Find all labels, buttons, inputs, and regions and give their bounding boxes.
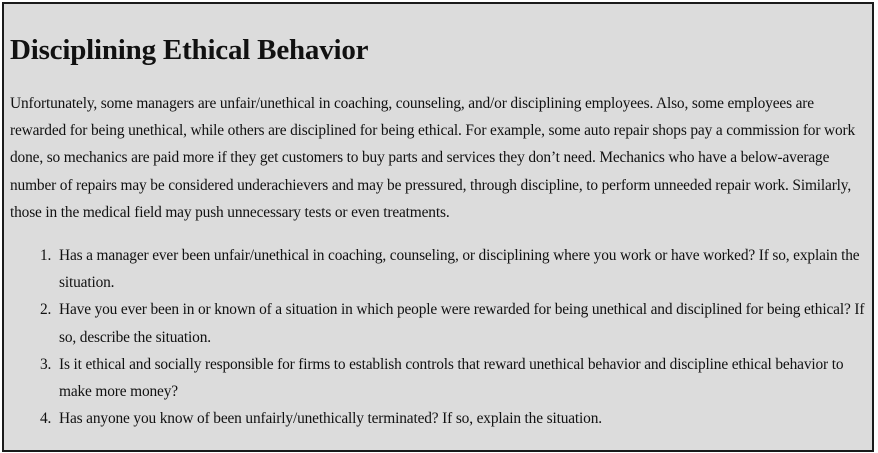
intro-paragraph: Unfortunately, some managers are unfair/unethical in coaching, counseling, and/or disciplining employees. Also, some employees are rewarded for being unethical, while others are disciplined for being ethical. For example, some auto repair shops pay a commission for work done, so mechanics are paid more if they get customers to buy parts and services they don’t need. Mechanics who have a below-average number of repairs may be considered underachievers and may be pressured, through discipline, to perform unneeded repair work. Similarly, those in the medical field may push unnecessary tests or even treatments.: [10, 95, 856, 221]
question-text: Is it ethical and socially responsible for firms to establish controls that reward unethical behavior and discipline ethical behavior to make more money?: [59, 355, 844, 401]
question-item: [40, 405, 865, 432]
question-list: [40, 242, 865, 432]
question-text: Has a manager ever been unfair/unethical in coaching, counseling, or disciplining where you work or have worked? If so, explain the situation.: [59, 247, 860, 292]
case-box: [2, 2, 874, 452]
question-number: 3.: [40, 355, 52, 373]
question-text: Has anyone you know of been unfairly/unethically terminated? If so, explain the situation.: [59, 410, 602, 428]
question-number: 1.: [40, 247, 52, 264]
question-item: [40, 242, 865, 296]
question-item: [40, 296, 865, 350]
page-title: Disciplining Ethical Behavior: [10, 34, 369, 66]
question-number: 2.: [40, 301, 52, 319]
question-text: Have you ever been in or known of a situation in which people were rewarded for being unethical and disciplined for being ethical? If so, describe the situation.: [59, 301, 865, 346]
question-item: [40, 351, 865, 405]
question-number: 4.: [40, 410, 52, 428]
